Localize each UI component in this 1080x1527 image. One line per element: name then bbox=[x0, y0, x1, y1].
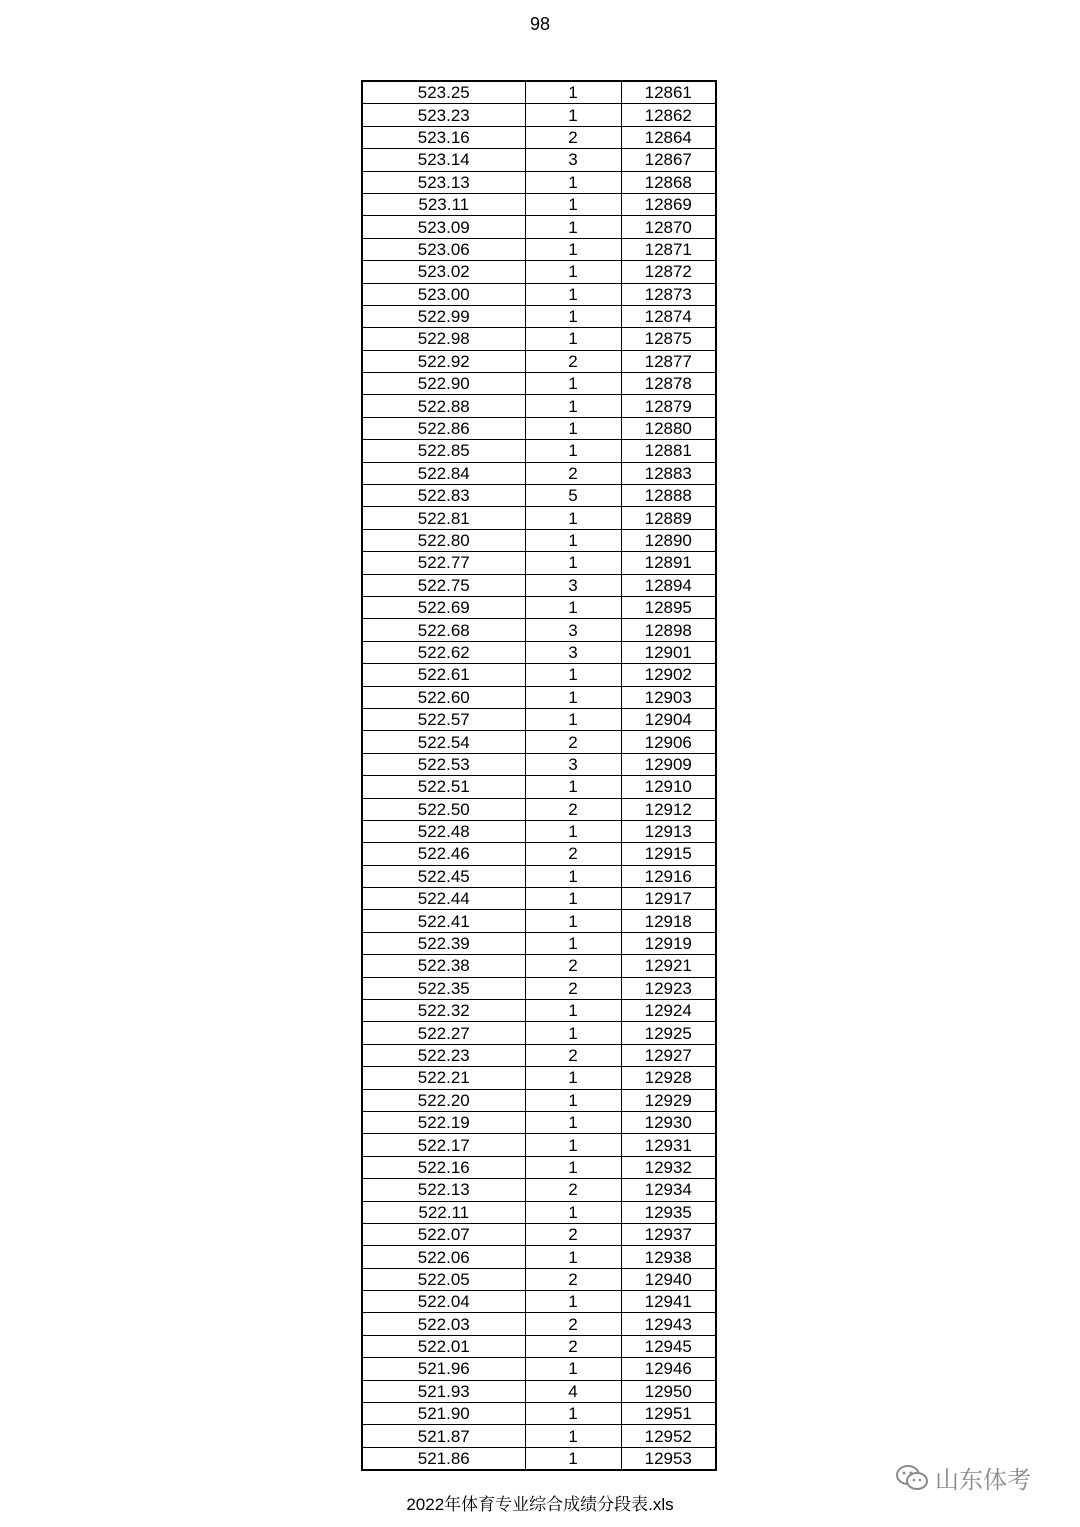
table-row bbox=[362, 507, 716, 529]
score-cell: 522.68 bbox=[362, 619, 525, 641]
cumulative-cell: 12938 bbox=[621, 1246, 716, 1268]
cumulative-cell: 12921 bbox=[621, 955, 716, 977]
cumulative-cell: 12951 bbox=[621, 1403, 716, 1425]
table-row bbox=[362, 955, 716, 977]
count-cell: 1 bbox=[525, 171, 621, 193]
count-cell: 1 bbox=[525, 1291, 621, 1313]
count-cell: 1 bbox=[525, 328, 621, 350]
page-number: 98 bbox=[529, 14, 551, 34]
cumulative-cell: 12925 bbox=[621, 1022, 716, 1044]
table-row bbox=[362, 1201, 716, 1223]
table-row bbox=[362, 1447, 716, 1470]
score-cell: 522.54 bbox=[362, 731, 525, 753]
cumulative-cell: 12918 bbox=[621, 910, 716, 932]
score-cell: 522.81 bbox=[362, 507, 525, 529]
count-cell: 1 bbox=[525, 1425, 621, 1447]
score-cell: 522.39 bbox=[362, 932, 525, 954]
cumulative-cell: 12862 bbox=[621, 104, 716, 126]
cumulative-cell: 12864 bbox=[621, 126, 716, 148]
table-row bbox=[362, 664, 716, 686]
cumulative-cell: 12867 bbox=[621, 149, 716, 171]
score-cell: 522.57 bbox=[362, 708, 525, 730]
score-cell: 522.83 bbox=[362, 485, 525, 507]
score-cell: 521.93 bbox=[362, 1380, 525, 1402]
score-cell: 521.90 bbox=[362, 1403, 525, 1425]
score-cell: 522.77 bbox=[362, 552, 525, 574]
table-row bbox=[362, 462, 716, 484]
cumulative-cell: 12889 bbox=[621, 507, 716, 529]
score-cell: 522.88 bbox=[362, 395, 525, 417]
score-cell: 522.41 bbox=[362, 910, 525, 932]
count-cell: 2 bbox=[525, 462, 621, 484]
count-cell: 1 bbox=[525, 507, 621, 529]
table-row bbox=[362, 529, 716, 551]
table-row bbox=[362, 596, 716, 618]
table-row bbox=[362, 126, 716, 148]
count-cell: 1 bbox=[525, 910, 621, 932]
table-row bbox=[362, 193, 716, 215]
cumulative-cell: 12890 bbox=[621, 529, 716, 551]
count-cell: 2 bbox=[525, 843, 621, 865]
score-cell: 522.35 bbox=[362, 977, 525, 999]
table-row bbox=[362, 104, 716, 126]
table-row bbox=[362, 619, 716, 641]
table-row bbox=[362, 932, 716, 954]
table-row bbox=[362, 350, 716, 372]
cumulative-cell: 12910 bbox=[621, 776, 716, 798]
table-row bbox=[362, 261, 716, 283]
cumulative-cell: 12946 bbox=[621, 1358, 716, 1380]
count-cell: 1 bbox=[525, 305, 621, 327]
count-cell: 1 bbox=[525, 1022, 621, 1044]
score-cell: 522.11 bbox=[362, 1201, 525, 1223]
score-cell: 523.14 bbox=[362, 149, 525, 171]
count-cell: 1 bbox=[525, 1111, 621, 1133]
table-row bbox=[362, 149, 716, 171]
score-cell: 522.03 bbox=[362, 1313, 525, 1335]
cumulative-cell: 12931 bbox=[621, 1134, 716, 1156]
table-row bbox=[362, 753, 716, 775]
table-row bbox=[362, 574, 716, 596]
cumulative-cell: 12871 bbox=[621, 238, 716, 260]
cumulative-cell: 12902 bbox=[621, 664, 716, 686]
cumulative-cell: 12913 bbox=[621, 820, 716, 842]
wechat-icon bbox=[895, 1463, 929, 1493]
count-cell: 1 bbox=[525, 552, 621, 574]
count-cell: 3 bbox=[525, 619, 621, 641]
table-row bbox=[362, 81, 716, 104]
score-cell: 522.06 bbox=[362, 1246, 525, 1268]
cumulative-cell: 12879 bbox=[621, 395, 716, 417]
cumulative-cell: 12891 bbox=[621, 552, 716, 574]
count-cell: 4 bbox=[525, 1380, 621, 1402]
score-cell: 522.46 bbox=[362, 843, 525, 865]
table-row bbox=[362, 1380, 716, 1402]
score-cell: 522.90 bbox=[362, 373, 525, 395]
score-cell: 522.62 bbox=[362, 641, 525, 663]
cumulative-cell: 12929 bbox=[621, 1089, 716, 1111]
table-row bbox=[362, 731, 716, 753]
cumulative-cell: 12952 bbox=[621, 1425, 716, 1447]
count-cell: 1 bbox=[525, 820, 621, 842]
score-cell: 522.17 bbox=[362, 1134, 525, 1156]
score-cell: 522.38 bbox=[362, 955, 525, 977]
count-cell: 1 bbox=[525, 865, 621, 887]
score-cell: 522.50 bbox=[362, 798, 525, 820]
cumulative-cell: 12915 bbox=[621, 843, 716, 865]
score-cell: 522.99 bbox=[362, 305, 525, 327]
score-cell: 522.21 bbox=[362, 1067, 525, 1089]
cumulative-cell: 12941 bbox=[621, 1291, 716, 1313]
count-cell: 1 bbox=[525, 932, 621, 954]
cumulative-cell: 12924 bbox=[621, 1000, 716, 1022]
cumulative-cell: 12861 bbox=[621, 81, 716, 104]
cumulative-cell: 12880 bbox=[621, 417, 716, 439]
table-row bbox=[362, 373, 716, 395]
score-cell: 523.02 bbox=[362, 261, 525, 283]
count-cell: 1 bbox=[525, 440, 621, 462]
count-cell: 1 bbox=[525, 1403, 621, 1425]
count-cell: 1 bbox=[525, 373, 621, 395]
count-cell: 3 bbox=[525, 574, 621, 596]
table-row bbox=[362, 1335, 716, 1357]
cumulative-cell: 12932 bbox=[621, 1156, 716, 1178]
score-cell: 523.11 bbox=[362, 193, 525, 215]
count-cell: 1 bbox=[525, 1134, 621, 1156]
table-row bbox=[362, 1044, 716, 1066]
count-cell: 1 bbox=[525, 104, 621, 126]
cumulative-cell: 12875 bbox=[621, 328, 716, 350]
table-row bbox=[362, 485, 716, 507]
count-cell: 2 bbox=[525, 1335, 621, 1357]
cumulative-cell: 12912 bbox=[621, 798, 716, 820]
count-cell: 1 bbox=[525, 81, 621, 104]
count-cell: 1 bbox=[525, 216, 621, 238]
cumulative-cell: 12894 bbox=[621, 574, 716, 596]
cumulative-cell: 12953 bbox=[621, 1447, 716, 1470]
score-cell: 522.32 bbox=[362, 1000, 525, 1022]
table-row bbox=[362, 1067, 716, 1089]
table-row bbox=[362, 798, 716, 820]
score-cell: 522.05 bbox=[362, 1268, 525, 1290]
cumulative-cell: 12928 bbox=[621, 1067, 716, 1089]
table-row bbox=[362, 552, 716, 574]
count-cell: 2 bbox=[525, 1313, 621, 1335]
count-cell: 1 bbox=[525, 193, 621, 215]
cumulative-cell: 12883 bbox=[621, 462, 716, 484]
table-row bbox=[362, 1246, 716, 1268]
table-row bbox=[362, 1291, 716, 1313]
footer-title: 2022年体育专业综合成绩分段表.xls bbox=[406, 1495, 674, 1514]
score-cell: 522.98 bbox=[362, 328, 525, 350]
score-cell: 522.44 bbox=[362, 888, 525, 910]
score-cell: 522.45 bbox=[362, 865, 525, 887]
table-row bbox=[362, 1022, 716, 1044]
cumulative-cell: 12927 bbox=[621, 1044, 716, 1066]
table-row bbox=[362, 708, 716, 730]
cumulative-cell: 12906 bbox=[621, 731, 716, 753]
table-row bbox=[362, 1000, 716, 1022]
count-cell: 2 bbox=[525, 955, 621, 977]
cumulative-cell: 12868 bbox=[621, 171, 716, 193]
table-row bbox=[362, 283, 716, 305]
score-cell: 522.60 bbox=[362, 686, 525, 708]
cumulative-cell: 12950 bbox=[621, 1380, 716, 1402]
score-cell: 522.01 bbox=[362, 1335, 525, 1357]
table-row bbox=[362, 417, 716, 439]
cumulative-cell: 12903 bbox=[621, 686, 716, 708]
score-cell: 523.13 bbox=[362, 171, 525, 193]
cumulative-cell: 12917 bbox=[621, 888, 716, 910]
count-cell: 2 bbox=[525, 1044, 621, 1066]
table-row bbox=[362, 171, 716, 193]
cumulative-cell: 12872 bbox=[621, 261, 716, 283]
score-cell: 522.07 bbox=[362, 1223, 525, 1245]
table-row bbox=[362, 1358, 716, 1380]
cumulative-cell: 12881 bbox=[621, 440, 716, 462]
score-table bbox=[361, 80, 717, 1471]
cumulative-cell: 12878 bbox=[621, 373, 716, 395]
score-cell: 523.16 bbox=[362, 126, 525, 148]
count-cell: 2 bbox=[525, 126, 621, 148]
score-cell: 521.87 bbox=[362, 1425, 525, 1447]
score-cell: 523.25 bbox=[362, 81, 525, 104]
table-row bbox=[362, 1156, 716, 1178]
score-cell: 522.61 bbox=[362, 664, 525, 686]
score-cell: 522.85 bbox=[362, 440, 525, 462]
cumulative-cell: 12898 bbox=[621, 619, 716, 641]
cumulative-cell: 12870 bbox=[621, 216, 716, 238]
score-cell: 523.09 bbox=[362, 216, 525, 238]
score-cell: 522.20 bbox=[362, 1089, 525, 1111]
cumulative-cell: 12934 bbox=[621, 1179, 716, 1201]
count-cell: 2 bbox=[525, 1223, 621, 1245]
table-row bbox=[362, 1089, 716, 1111]
cumulative-cell: 12909 bbox=[621, 753, 716, 775]
cumulative-cell: 12930 bbox=[621, 1111, 716, 1133]
score-cell: 522.75 bbox=[362, 574, 525, 596]
count-cell: 3 bbox=[525, 753, 621, 775]
score-cell: 522.27 bbox=[362, 1022, 525, 1044]
count-cell: 5 bbox=[525, 485, 621, 507]
count-cell: 1 bbox=[525, 888, 621, 910]
score-cell: 522.92 bbox=[362, 350, 525, 372]
count-cell: 1 bbox=[525, 776, 621, 798]
table-row bbox=[362, 1111, 716, 1133]
count-cell: 2 bbox=[525, 1179, 621, 1201]
table-row bbox=[362, 1425, 716, 1447]
count-cell: 1 bbox=[525, 238, 621, 260]
score-cell: 522.51 bbox=[362, 776, 525, 798]
table-row bbox=[362, 776, 716, 798]
cumulative-cell: 12877 bbox=[621, 350, 716, 372]
table-row bbox=[362, 865, 716, 887]
count-cell: 1 bbox=[525, 1089, 621, 1111]
table-row bbox=[362, 843, 716, 865]
count-cell: 2 bbox=[525, 1268, 621, 1290]
count-cell: 1 bbox=[525, 1447, 621, 1470]
score-cell: 523.06 bbox=[362, 238, 525, 260]
score-cell: 522.19 bbox=[362, 1111, 525, 1133]
count-cell: 1 bbox=[525, 395, 621, 417]
count-cell: 1 bbox=[525, 261, 621, 283]
cumulative-cell: 12945 bbox=[621, 1335, 716, 1357]
cumulative-cell: 12869 bbox=[621, 193, 716, 215]
count-cell: 1 bbox=[525, 596, 621, 618]
cumulative-cell: 12904 bbox=[621, 708, 716, 730]
count-cell: 2 bbox=[525, 731, 621, 753]
score-cell: 522.69 bbox=[362, 596, 525, 618]
count-cell: 3 bbox=[525, 149, 621, 171]
score-cell: 523.00 bbox=[362, 283, 525, 305]
watermark-text: 山东体考 bbox=[935, 1467, 1031, 1494]
cumulative-cell: 12874 bbox=[621, 305, 716, 327]
count-cell: 1 bbox=[525, 283, 621, 305]
table-row bbox=[362, 686, 716, 708]
score-cell: 522.53 bbox=[362, 753, 525, 775]
score-cell: 522.48 bbox=[362, 820, 525, 842]
table-row bbox=[362, 977, 716, 999]
cumulative-cell: 12919 bbox=[621, 932, 716, 954]
table-row bbox=[362, 216, 716, 238]
cumulative-cell: 12940 bbox=[621, 1268, 716, 1290]
count-cell: 2 bbox=[525, 798, 621, 820]
cumulative-cell: 12923 bbox=[621, 977, 716, 999]
count-cell: 1 bbox=[525, 1156, 621, 1178]
count-cell: 1 bbox=[525, 1246, 621, 1268]
table-row bbox=[362, 238, 716, 260]
count-cell: 1 bbox=[525, 1201, 621, 1223]
count-cell: 1 bbox=[525, 417, 621, 439]
cumulative-cell: 12916 bbox=[621, 865, 716, 887]
cumulative-cell: 12901 bbox=[621, 641, 716, 663]
cumulative-cell: 12943 bbox=[621, 1313, 716, 1335]
cumulative-cell: 12937 bbox=[621, 1223, 716, 1245]
cumulative-cell: 12888 bbox=[621, 485, 716, 507]
table-row bbox=[362, 1179, 716, 1201]
cumulative-cell: 12873 bbox=[621, 283, 716, 305]
score-cell: 521.86 bbox=[362, 1447, 525, 1470]
table-row bbox=[362, 1403, 716, 1425]
count-cell: 1 bbox=[525, 708, 621, 730]
count-cell: 3 bbox=[525, 641, 621, 663]
score-cell: 521.96 bbox=[362, 1358, 525, 1380]
count-cell: 1 bbox=[525, 686, 621, 708]
score-cell: 522.80 bbox=[362, 529, 525, 551]
count-cell: 1 bbox=[525, 529, 621, 551]
table-row bbox=[362, 1268, 716, 1290]
count-cell: 1 bbox=[525, 664, 621, 686]
score-cell: 522.23 bbox=[362, 1044, 525, 1066]
table-row bbox=[362, 641, 716, 663]
table-row bbox=[362, 910, 716, 932]
score-table-body bbox=[362, 81, 716, 1470]
score-cell: 522.84 bbox=[362, 462, 525, 484]
table-row bbox=[362, 1134, 716, 1156]
count-cell: 2 bbox=[525, 977, 621, 999]
table-row bbox=[362, 328, 716, 350]
table-row bbox=[362, 305, 716, 327]
cumulative-cell: 12935 bbox=[621, 1201, 716, 1223]
score-cell: 522.86 bbox=[362, 417, 525, 439]
cumulative-cell: 12895 bbox=[621, 596, 716, 618]
count-cell: 1 bbox=[525, 1067, 621, 1089]
count-cell: 1 bbox=[525, 1358, 621, 1380]
score-cell: 522.16 bbox=[362, 1156, 525, 1178]
score-cell: 522.04 bbox=[362, 1291, 525, 1313]
table-row bbox=[362, 1223, 716, 1245]
table-row bbox=[362, 888, 716, 910]
score-cell: 522.13 bbox=[362, 1179, 525, 1201]
count-cell: 1 bbox=[525, 1000, 621, 1022]
score-cell: 523.23 bbox=[362, 104, 525, 126]
table-row bbox=[362, 440, 716, 462]
count-cell: 2 bbox=[525, 350, 621, 372]
table-row bbox=[362, 820, 716, 842]
table-row bbox=[362, 1313, 716, 1335]
table-row bbox=[362, 395, 716, 417]
